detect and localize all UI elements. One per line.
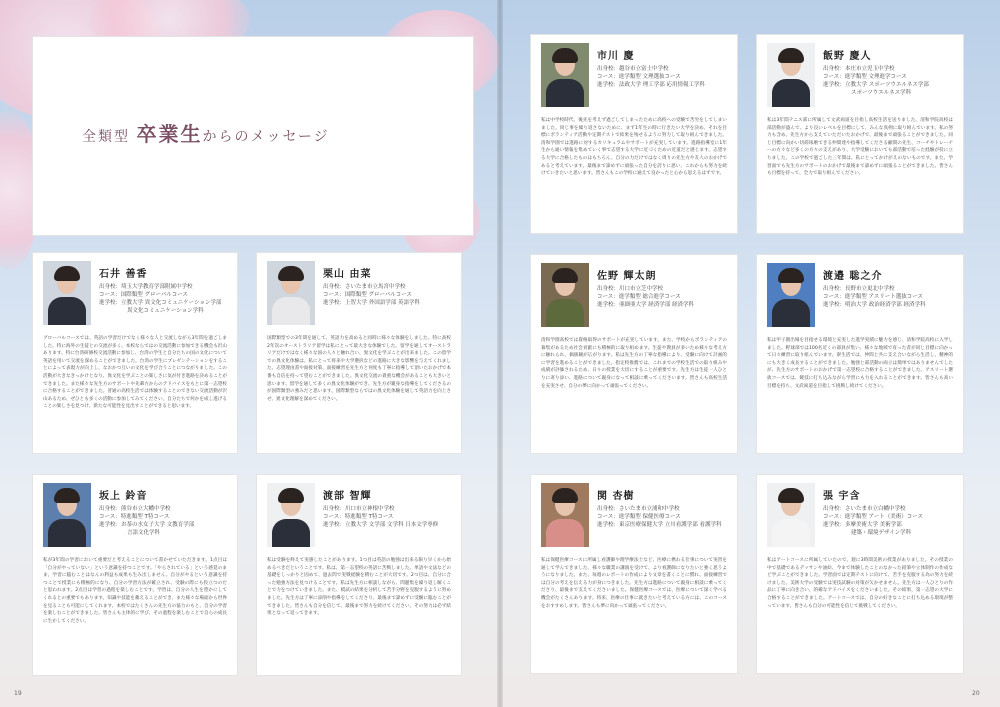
student-name: 坂上 鈴音 bbox=[99, 491, 148, 502]
student-card bbox=[530, 474, 738, 674]
right-page bbox=[500, 0, 1000, 707]
student-photo bbox=[767, 263, 815, 327]
student-meta: 出身校：熊谷市立大幡中学校 コース：特進類型 T特コース 進学校：お茶の水女子大学 文教育学部 言語文化学科 bbox=[99, 506, 195, 536]
student-meta: 出身校：さいたま市立馬宮中学校 コース：国際類型 グローバルコース 進学校：上智大学 外国語学部 英語学科 bbox=[323, 284, 420, 306]
student-message: 私は甲子園出場を目指せる環境と充実した進学実績に魅力を感じ、清和学院高校に入学しました。野球部では100名近くの部員が集い、様々な地域で育った者が同じ目標に向かって日々練習に取り組んでいます。寮生活では、仲間と共に支え合いながら生活し、精神的にも大きく成長することができました。勉強と部活動の両立は簡単ではありませんでしたが、先生方のサポートのおかげで第一志望校に合格することができました。アスリート選抜コースでは、競技に打ち込みながら学習にも力を入れることができます。皆さんも高い目標を持ち、文武両道を目指して挑戦し続けてください。 bbox=[767, 338, 953, 389]
student-meta: 出身校：さいたま市立浦和中学校 コース：進学類型 保健医療コース 進学校：東京医療保健大学 立川看護学部 看護学科 bbox=[597, 506, 722, 528]
student-name: 石井 善香 bbox=[99, 269, 148, 280]
student-photo bbox=[267, 483, 315, 547]
student-photo bbox=[267, 261, 315, 325]
student-photo bbox=[43, 483, 91, 547]
student-meta: 出身校：川口市立芝中学校 コース：進学類型 総合進学コース 進学校：亜細亜大学 経済学部 経済学科 bbox=[597, 286, 694, 308]
student-message: 清和学園高校では資格取得のサポートが充実しています。また、学校からボランティアの募集があるため社会貢献にも積極的に取り組めます。生徒や教員が多いため様々な考え方に触れられ、価値観が広がります。私は先生方の丁寧な指導により、受験に向けて計画的に学習を進めることができました。指定校推薦では、これまでの学校生活での取り組みや成績が評価されるため、日々の授業を大切にすることが重要です。先生方は生徒一人ひとりに寄り添い、進路について親身になって相談に乗ってくださいます。皆さんも高校生活を充実させ、自分の夢に向かって頑張ってください。 bbox=[541, 338, 727, 389]
student-photo bbox=[43, 261, 91, 325]
title-main: 卒業生 bbox=[136, 122, 203, 146]
student-meta: 出身校：さいたま市立白幡中学校 コース：進学類型 アート（美術）コース 進学校：多摩美術大学 美術学部 建築・環境デザイン学科 bbox=[823, 506, 924, 536]
student-name: 市川 慶 bbox=[597, 51, 635, 62]
student-meta: 出身校：長野市立更北中学校 コース：進学類型 アスリート選抜コース 進学校：明治大学 政治経済学部 経済学科 bbox=[823, 286, 926, 308]
student-card bbox=[756, 474, 964, 674]
title-prefix: 全類型 bbox=[82, 129, 130, 145]
student-message: 私は受験を終えて実感したことがあります。1つ目は英語の勉強は出来る限り早くから始めるべきだということです。私は、第一志望校の英語に苦戦しました。単語や文法などの基礎をしっかりと固めて、過去問で実戦経験を積むことが大切です。2つ目は、自分に合った勉強方法を見つけることです。私は先生方に相談しながら、問題集を繰り返し解くことで力をつけていきました。また、模試の結果を分析して苦手分野を克服するように努めました。先生方は丁寧に添削や指導をしてくださり、最後まで諦めずに受験に臨むことができました。皆さんも自分を信じて、最後まで努力を続けてください。その努力は必ず結果となって返ってきます。 bbox=[267, 558, 451, 617]
page-number-right: 20 bbox=[972, 690, 980, 697]
student-name: 佐野 輝太朗 bbox=[597, 271, 657, 282]
student-card bbox=[530, 34, 738, 234]
student-message: 私は保健医療コースに所属し看護師や理学療法士など、医療に携わる仕事について実習を通して学んできました。様々な職業の講演を受けて、より看護師になりたいと強く思うようになりました。また、毎週のレポートの作成により文章を書くことに慣れ、面接練習では自分の考えを伝える力が身につきました。先生方は進路について親身に相談に乗ってくださり、最後まで支えてくださいました。保健医療コースでは、医療について深く学べる機会がたくさんあります。将来、医療の仕事に就きたいと考えている方には、このコースをおすすめします。皆さんも夢に向かって頑張ってください。 bbox=[541, 558, 727, 609]
page-title bbox=[82, 118, 330, 147]
student-photo bbox=[541, 263, 589, 327]
page-number-left: 19 bbox=[14, 690, 22, 697]
student-name: 張 宇含 bbox=[823, 491, 861, 502]
student-card bbox=[530, 254, 738, 454]
student-meta: 出身校：埼玉大学教育学部附属中学校 コース：国際類型 グローバルコース 進学校：立教大学 異文化コミュニケーション学部 異文化コミュニケーション学科 bbox=[99, 284, 222, 314]
title-suffix: からのメッセージ bbox=[202, 129, 330, 145]
student-message: 私は中学校時代、後先を考えず過ごしてしまったために高校への受験で苦労をしてしまいました。同じ事を繰り返さないために、まず1年生の時に行きたい大学を決め、それを目標にボランティア活動や定期テストで結果を残せるように努力して取り組んできました。清和学園では進路に対するカリキュラムやサポートが充実しています。進路指導室に1年生から通い情報を集めていく事で志望する大学に近づくための近道だと感じます。志望する大学に合格したものはもちろん、自分の力だけではなく周りの先生方や友人のおかげであると考えています。最後まで諦めずに頑張った自分を誇りに思い、これからも努力を続けていきたいと思います。皆さんもこの学校に通えて良かったと心から思えるはずです。 bbox=[541, 118, 727, 177]
student-card bbox=[756, 254, 964, 454]
student-photo bbox=[767, 483, 815, 547]
student-name: 渡部 智輝 bbox=[323, 491, 372, 502]
student-name: 栗山 由菜 bbox=[323, 269, 372, 280]
student-card bbox=[256, 252, 462, 454]
student-photo bbox=[767, 43, 815, 107]
student-name: 飯野 慶人 bbox=[823, 51, 872, 62]
student-card bbox=[756, 34, 964, 234]
student-card bbox=[32, 252, 238, 454]
student-meta: 出身校：越谷市立富士中学校 コース：進学類型 文理選抜コース 進学校：法政大学 理工学部 応用情報工学科 bbox=[597, 66, 705, 88]
student-meta: 出身校：本庄市立児玉中学校 コース：進学類型 文理進学コース 進学校：立教大学 スポーツウエルネス学部 スポーツウエルネス学科 bbox=[823, 66, 929, 96]
student-message: 私は3年間テニス部に所属して文武両道を目指し高校生活を送りました。清和学院高校は部活動が盛んで、より良いレベルを目標にして、みんな真剣に取り組んでいます。私の努力も含め、先生方から支えていただいたおかげで、最後まで頑張ることができました。同じ目標に向かい切磋琢磨できる仲間達や指導してくださる顧問の先生、コーチやトレーナーの方々など多くの方々の支えがあり、大学受験においても部活動で培った経験が役に立ちました。この学校で過ごした三年間は、私にとってかけがえのないものです。また、学習面でも先生方のサポートのおかげで最後まで諦めずに頑張ることができました。皆さんも目標を持って、全力で取り組んでください。 bbox=[767, 118, 953, 177]
student-message: 私が3年間の学習において重要だと考えることについて書かせていただきます。1点目は「自分がやっていない」という意識を持つことです。「やらされている」という感覚のまま、学習に臨むことはなんの利益も成果も生み出しません。自分がやるという意識を持つことで授業にも積極的になり、自分の学習方法が確立され、受験の際にも役立つのだと思われます。2点目は学習の過程を楽しむことです。学習は、自分の人生を豊かにしてくれるとの重要でもあります。知識や技能を蓄えることができ、また様々な場面から世界を見ることも可能にしてくれます。本校ではたくさんの先生方の協力のもと、自分の学習を楽しむことができました。皆さんも主体的に学び、その過程を楽しむことで自らの成長に生かしてください。 bbox=[43, 558, 227, 624]
student-message: 私はアートコースに所属していたので、週に3時間美術の授業がありました。その授業の中で基礎であるデッサンや油絵、今まで体験したことのなかった鉛筆や立体制作の作成など学ぶことができました。学習面では定期テストに向けて、苦手を克服する為の努力を続けました。美術大学の受験では実技試験の対策が欠かせません。先生方は一人ひとりの作品に丁寧に向き合い、的確なアドバイスをくださいました。その結果、第一志望の大学に合格することができました。アートコースでは、自分の好きなことに打ち込める環境が整っています。皆さんも自分の可能性を信じて挑戦してください。 bbox=[767, 558, 953, 609]
student-photo bbox=[541, 483, 589, 547]
student-name: 渡邉 聡之介 bbox=[823, 271, 883, 282]
student-message: グローバルコースでは、英語の学習だけでなく様々な人と交流しながら3年間を過ごしました。特に海外の生徒との交流が多く、本校ならではの交流活動に参加できる機会も沢山あります。特に台湾研修校交流活動に参加し、台湾の学生と自分たちの国の文化について英語を用いて交流を深めることができました。台湾の学生にプレゼンテーションをすることによって表現力が向上し、なおかつ互いの文化を学び合うことにつながりました。この活動が大きなきっかけとなり、異文化を学ぶことの楽しさに気が付き進路を決めることができました。また様々な先生方のサポートや先輩方からのアドバイスをもとに第一志望校に合格することができました。普通の高校生活では体験することのできない交流活動が沢山あるため、ぜひとも多くの活動に参加してみてください。自分たちで何かを成し遂げることの楽しさを見つけ、新たな可能性を見出すことができると思います。 bbox=[43, 336, 227, 410]
student-message: 国際類型での3年間を通して、英語力を高めると同時に様々な体験をしました。特に高校2年次のオーストラリア留学は私にとって最大きな体験でした。留学を通してオーストラリアだけではなく様々な国の人々と触れ合い、異文化を学ぶことが出来ました。この留学での異文化体験は、私にとって将来や大学選択などの進路に大きな影響を与えてくれました。志望理由書や面接対策、面接練習を先生方と何度も丁寧に指導して頂いたおかげで本番も自信を持って望むことができました。異文化交流の貴重な機会があることも大きいと思います。留学を通して多くの異文化体験ができ、先生方が親身な指導をしてくださるのが国際類型の強みだと思います。国際類型ならではの異文化体験を通して英語力を向上させ、異文化理解を深めてください。 bbox=[267, 336, 451, 402]
student-name: 関 杏樹 bbox=[597, 491, 635, 502]
page-fold bbox=[497, 0, 503, 707]
student-photo bbox=[541, 43, 589, 107]
student-card bbox=[32, 474, 238, 676]
student-meta: 出身校：川口市立神根中学校 コース：特進類型 T特コース 進学校：立教大学 文学部 文学科 日本文学専修 bbox=[323, 506, 439, 528]
student-card bbox=[256, 474, 462, 676]
